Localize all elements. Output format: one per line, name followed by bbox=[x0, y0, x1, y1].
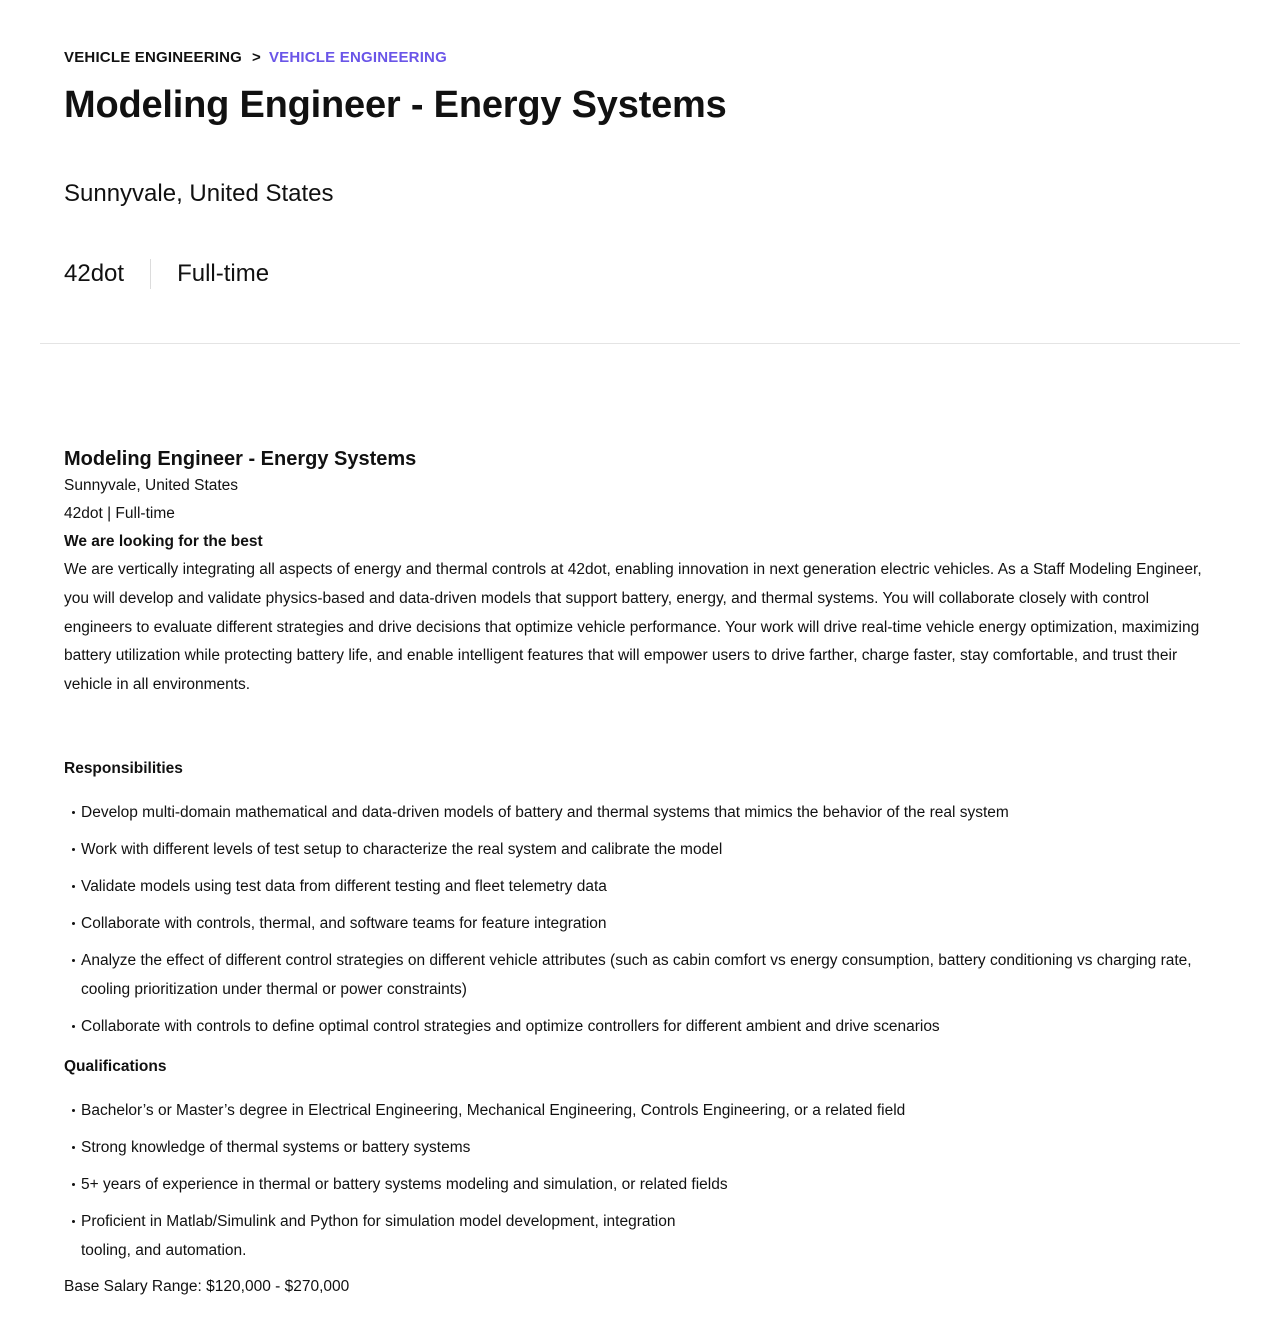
list-item: Proficient in Matlab/Simulink and Python for simulation model development, integration tooling, and automation. bbox=[64, 1207, 721, 1265]
list-item: Analyze the effect of different control strategies on different vehicle attributes (such as cabin comfort vs energy consumption, battery conditioning vs charging rate, cooling prioritization under thermal or power constraints) bbox=[64, 946, 1204, 1004]
description-title: Modeling Engineer - Energy Systems bbox=[64, 448, 417, 470]
salary-range: Base Salary Range: $120,000 - $270,000 bbox=[64, 1277, 350, 1295]
list-item: Validate models using test data from different testing and fleet telemetry data bbox=[64, 872, 1204, 901]
page-title: Modeling Engineer - Energy Systems bbox=[64, 84, 727, 126]
breadcrumb-current-link[interactable]: VEHICLE ENGINEERING bbox=[268, 49, 447, 66]
description-location: Sunnyvale, United States bbox=[64, 477, 239, 494]
list-item: Collaborate with controls to define optimal control strategies and optimize controllers for different ambient and drive scenarios bbox=[64, 1012, 1204, 1041]
company-name: 42dot bbox=[64, 260, 125, 287]
intro-paragraph: We are vertically integrating all aspects of energy and thermal controls at 42dot, enabling innovation in next generation electric vehicles. As a Staff Modeling Engineer, you will develop and validate physics-based and data-driven models that support battery, energy, and thermal systems. You will collaborate closely with control engineers to evaluate different strategies and drive decisions that optimize vehicle performance. Your work will drive real-time vehicle energy optimization, maximizing battery utilization while protecting battery life, and enable intelligent features that will empower users to drive farther, charge faster, stay comfortable, and trust their vehicle in all environments. bbox=[64, 561, 1202, 694]
breadcrumb-parent-link[interactable]: VEHICLE ENGINEERING bbox=[64, 49, 242, 66]
meta-divider bbox=[150, 259, 151, 289]
description-company-line: 42dot | Full-time bbox=[64, 505, 175, 522]
job-description bbox=[64, 446, 1204, 1301]
job-location: Sunnyvale, United States bbox=[64, 180, 334, 207]
qualifications-list bbox=[64, 1096, 1204, 1265]
employment-type: Full-time bbox=[177, 260, 270, 287]
breadcrumb-separator: > bbox=[252, 49, 261, 66]
job-meta bbox=[64, 258, 269, 290]
list-item: Bachelor’s or Master’s degree in Electrical Engineering, Mechanical Engineering, Controls Engineering, or a related field bbox=[64, 1096, 1204, 1125]
list-item: Collaborate with controls, thermal, and software teams for feature integration bbox=[64, 909, 1204, 938]
breadcrumb bbox=[64, 49, 447, 66]
list-item: 5+ years of experience in thermal or battery systems modeling and simulation, or related fields bbox=[64, 1170, 1204, 1199]
list-item: Develop multi-domain mathematical and data-driven models of battery and thermal systems that mimics the behavior of the real system bbox=[64, 798, 1204, 827]
list-item: Work with different levels of test setup to characterize the real system and calibrate the model bbox=[64, 835, 1204, 864]
qualifications-heading: Qualifications bbox=[64, 1057, 167, 1075]
responsibilities-list bbox=[64, 798, 1204, 1041]
intro-heading: We are looking for the best bbox=[64, 533, 263, 550]
header-divider bbox=[40, 343, 1240, 344]
list-item: Strong knowledge of thermal systems or battery systems bbox=[64, 1133, 1204, 1162]
responsibilities-heading: Responsibilities bbox=[64, 759, 183, 777]
